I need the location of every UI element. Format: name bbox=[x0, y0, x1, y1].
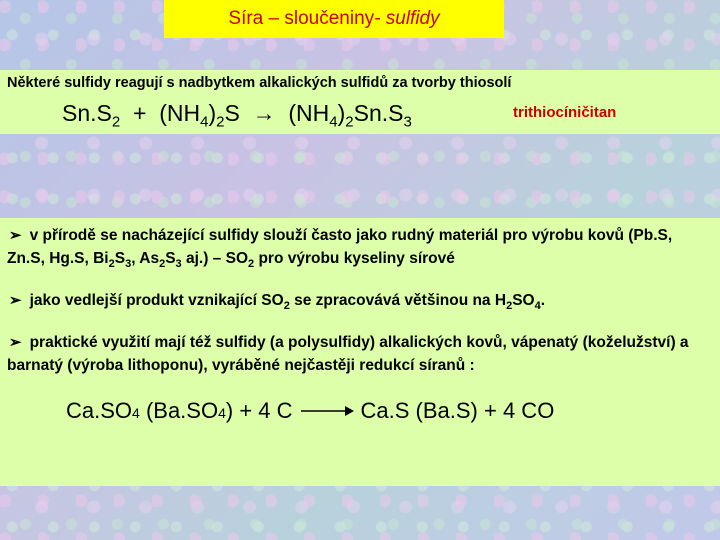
bullet-arrow-icon: ➢ bbox=[9, 334, 22, 351]
bullet-text: pro výrobu kyseliny sírové bbox=[254, 250, 455, 267]
bullet-sub: 2 bbox=[283, 300, 290, 313]
bullet-text: se zpracovává většinou na H bbox=[289, 292, 507, 309]
reaction-arrow-icon bbox=[299, 404, 355, 418]
bullet-item-ores bbox=[7, 224, 712, 276]
bullet-text: aj.) – SO bbox=[181, 250, 249, 267]
intro-text: Některé sulfidy reagují s nadbytkem alkalických sulfidů za tvorby thiosolí bbox=[7, 75, 512, 91]
bullet-text: . bbox=[540, 292, 546, 309]
title-main: Síra – sloučeniny bbox=[228, 8, 375, 29]
eq1-reactant-2: (NH bbox=[159, 100, 201, 126]
bullet-text: , As bbox=[131, 250, 160, 267]
slide-title bbox=[164, 0, 504, 38]
eq1-product-part: Sn.S bbox=[353, 100, 404, 126]
bullet-sub: 2 bbox=[159, 258, 166, 271]
thiosalt-equation bbox=[62, 100, 412, 131]
bullet-item-byproduct bbox=[7, 289, 712, 318]
product-name-label: trithiocíničitan bbox=[513, 104, 617, 121]
eq2-sub: 4 bbox=[218, 405, 226, 421]
eq1-reactant-2-part: S bbox=[224, 100, 240, 126]
eq2-reactant-part: (Ba.SO bbox=[139, 398, 219, 423]
bullet-text: S bbox=[165, 250, 176, 267]
title-subtitle: - sulfidy bbox=[374, 8, 440, 29]
eq2-reactant: Ca.SO bbox=[66, 398, 133, 423]
eq1-sub: 2 bbox=[345, 113, 354, 131]
eq1-plus: + bbox=[126, 100, 153, 126]
eq2-reactant-part: ) + 4 C bbox=[225, 398, 293, 423]
bullet-text: jako vedlejší produkt vznikající SO bbox=[29, 292, 284, 309]
eq1-arrow: → bbox=[246, 100, 282, 126]
bullet-text: SO bbox=[512, 292, 535, 309]
bullet-sub: 4 bbox=[534, 300, 541, 313]
bullet-sub: 2 bbox=[506, 300, 513, 313]
eq1-sub: 3 bbox=[403, 113, 412, 131]
eq2-product: Ca.S (Ba.S) + 4 CO bbox=[360, 398, 555, 423]
bullet-sub: 3 bbox=[175, 258, 182, 271]
eq1-sub: 4 bbox=[329, 113, 338, 131]
eq1-reactant-1: Sn.S bbox=[62, 100, 112, 126]
bullet-text: praktické využití mají též sulfidy (a polysulfidy) alkalických kovů, vápenatý (koželužství) a barnatý (výroba lithoponu), vyráběné nejčastěji redukcí síranů : bbox=[7, 334, 689, 374]
bullet-item-uses bbox=[7, 331, 712, 377]
eq1-sub: 2 bbox=[111, 113, 121, 131]
bullet-arrow-icon: ➢ bbox=[9, 227, 22, 244]
bullet-text: S bbox=[114, 250, 126, 267]
bullet-sub: 2 bbox=[108, 258, 115, 271]
bullet-sub: 3 bbox=[125, 258, 132, 271]
eq1-reactant-2-part: ) bbox=[208, 100, 217, 126]
eq1-sub: 4 bbox=[200, 113, 209, 131]
eq1-product: (NH bbox=[288, 100, 330, 126]
eq1-sub: 2 bbox=[216, 113, 225, 131]
eq1-product-part: ) bbox=[337, 100, 346, 126]
reduction-equation bbox=[66, 398, 554, 424]
eq2-sub: 4 bbox=[132, 405, 140, 421]
bullet-sub: 2 bbox=[248, 258, 255, 271]
bullet-arrow-icon: ➢ bbox=[9, 292, 22, 309]
bullet-text: v přírodě se nacházející sulfidy slouží často jako rudný materiál pro výrobu kovů (Pb.S, Zn.S, Hg.S, Bi bbox=[7, 227, 673, 267]
